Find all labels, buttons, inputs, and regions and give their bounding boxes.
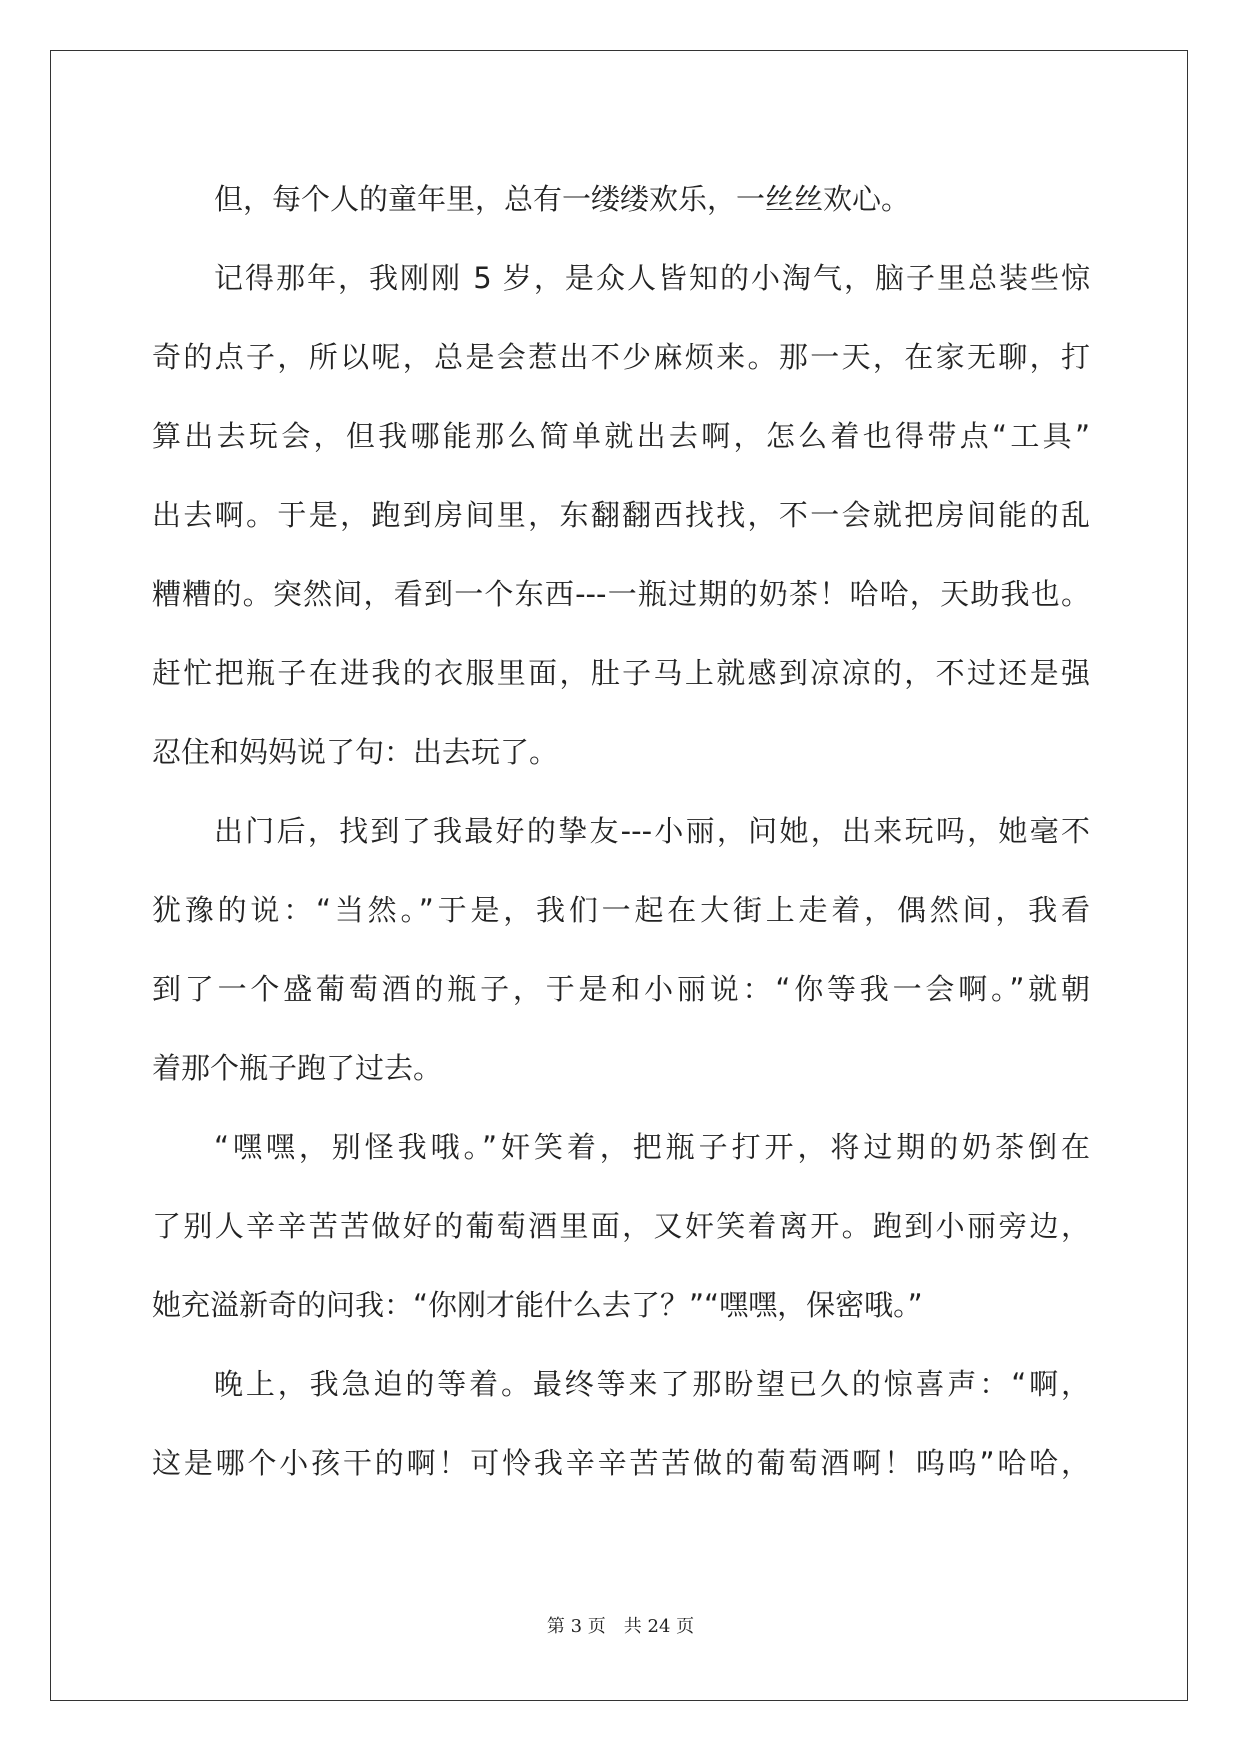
text-line: 到了一个盛葡萄酒的瓶子，于是和小丽说：“你等我一会啊。”就朝 xyxy=(152,972,1090,1006)
text-line: 着那个瓶子跑了过去。 xyxy=(152,1051,443,1085)
text-line: 记得那年，我刚刚 5 岁，是众人皆知的小淘气，脑子里总装些惊 xyxy=(214,261,1090,295)
text-line: 了别人辛辛苦苦做好的葡萄酒里面，又奸笑着离开。跑到小丽旁边， xyxy=(152,1209,1090,1243)
text-line: 出门后，找到了我最好的挚友---小丽，问她，出来玩吗，她毫不 xyxy=(214,814,1090,848)
text-line: 算出去玩会，但我哪能那么简单就出去啊，怎么着也得带点“工具” xyxy=(152,419,1090,453)
page-footer: 第 3 页 共 24 页 xyxy=(546,1616,695,1637)
document-body xyxy=(152,160,1090,1503)
text-line: 出去啊。于是，跑到房间里，东翻翻西找找，不一会就把房间能的乱 xyxy=(152,498,1090,532)
text-line: “嘿嘿，别怪我哦。”奸笑着，把瓶子打开，将过期的奶茶倒在 xyxy=(214,1130,1090,1164)
text-line: 她充溢新奇的问我：“你刚才能什么去了？”“嘿嘿，保密哦。” xyxy=(152,1288,923,1322)
text-line: 赶忙把瓶子在进我的衣服里面，肚子马上就感到凉凉的，不过还是强 xyxy=(152,656,1090,690)
text-line: 但，每个人的童年里，总有一缕缕欢乐，一丝丝欢心。 xyxy=(214,182,911,216)
text-line: 忍住和妈妈说了句：出去玩了。 xyxy=(152,735,559,769)
text-line: 糟糟的。突然间，看到一个东西---一瓶过期的奶茶！哈哈，天助我也。 xyxy=(152,577,1090,611)
text-line: 晚上，我急迫的等着。最终等来了那盼望已久的惊喜声：“啊， xyxy=(214,1367,1090,1401)
text-line: 这是哪个小孩干的啊！可怜我辛辛苦苦做的葡萄酒啊！呜呜”哈哈， xyxy=(152,1446,1090,1480)
text-line: 犹豫的说：“当然。”于是，我们一起在大街上走着，偶然间，我看 xyxy=(152,893,1090,927)
text-line: 奇的点子，所以呢，总是会惹出不少麻烦来。那一天，在家无聊，打 xyxy=(152,340,1090,374)
